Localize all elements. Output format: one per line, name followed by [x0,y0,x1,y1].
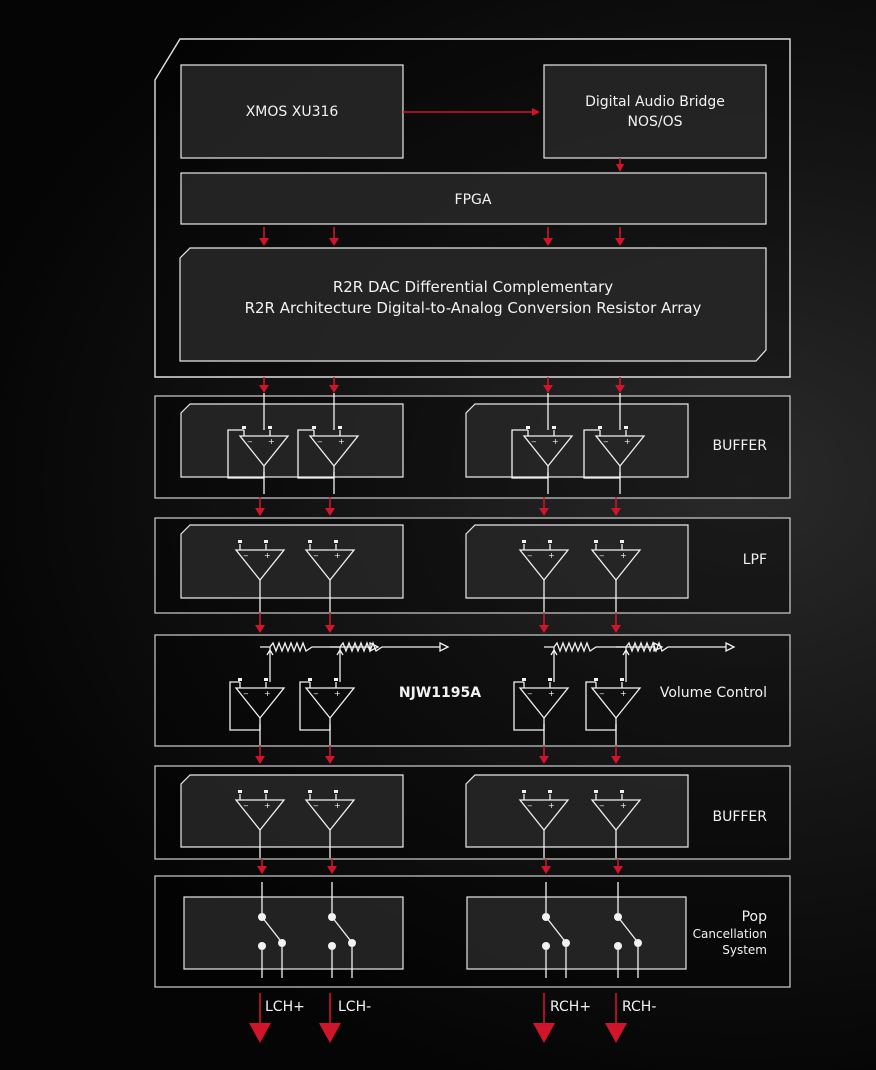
pop-switch-contact-b-rch-minus [634,939,642,947]
buffer2-to-pop-arrow-rch-minus-head [613,866,623,874]
buffer2-opamp-rch-plus-pin-minus-dot [522,790,526,793]
dac-to-buffer-arrow-rch-plus-head [543,385,553,393]
pop-stage-label-line1: Pop [741,909,767,925]
buffer2-opamp-rch-minus-pin-minus-dot [594,790,598,793]
buffer-opamp-lch-plus-plus-sign: + [268,437,275,446]
buffer2-stage-label: BUFFER [712,809,767,825]
dac-label-line2: R2R Architecture Digital-to-Analog Conversion Resistor Array [244,299,702,317]
buffer2-opamp-rch-minus-pin-plus-dot [620,790,624,793]
output-label-lch-plus: LCH+ [265,999,305,1015]
buffer2-opamp-lch-minus-pin-minus-dot [308,790,312,793]
output-arrow-head-rch-minus [605,1023,627,1043]
lpf-opamp-rch-plus-plus-sign: + [548,551,555,560]
buffer2-opamp-rch-minus-minus-sign: − [599,802,605,810]
lpf-opamp-lch-minus-pin-minus-dot [308,540,312,543]
dac-to-buffer-arrow-lch-minus-head [329,385,339,393]
volume-opamp-lch-plus-pin-plus-dot [264,678,268,681]
xmos-label: XMOS XU316 [245,104,339,120]
lpf-opamp-lch-minus-minus-sign: − [313,552,319,560]
lpf-to-volume-arrow-lch-plus-head [255,625,265,633]
lpf-stage-label: LPF [742,552,767,568]
buffer2-to-pop-arrow-rch-plus-head [541,866,551,874]
lpf-opamp-lch-plus-pin-plus-dot [264,540,268,543]
volume-chip-label: NJW1195A [398,685,482,701]
volume-stage-label: Volume Control [659,685,767,701]
pop-switch-contact-a-lch-minus [328,942,336,950]
buffer2-opamp-lch-minus-plus-sign: + [334,801,341,810]
buffer-opamp-rch-minus-plus-sign: + [624,437,631,446]
lpf-opamp-lch-minus-plus-sign: + [334,551,341,560]
pop-switch-contact-b-lch-minus [348,939,356,947]
lpf-opamp-rch-minus-plus-sign: + [620,551,627,560]
pop-left-box [184,897,403,969]
output-label-rch-minus: RCH- [622,999,657,1015]
buffer-to-lpf-arrow-lch-minus-head [325,508,335,516]
lpf-opamp-rch-plus-pin-minus-dot [522,540,526,543]
pop-switch-contact-a-rch-plus [542,942,550,950]
lpf-opamp-rch-minus-pin-plus-dot [620,540,624,543]
buffer2-right-box [466,775,688,847]
volume-to-buffer2-arrow-rch-plus-head [539,756,549,764]
buffer-opamp-rch-plus-pin-minus-dot [526,426,530,429]
fpga-label: FPGA [454,192,492,208]
volume-opamp-lch-plus-minus-sign: − [243,690,249,698]
lpf-opamp-rch-minus-pin-minus-dot [594,540,598,543]
buffer-opamp-lch-minus-pin-plus-dot [338,426,342,429]
output-arrow-head-lch-plus [249,1023,271,1043]
buffer-stage-label: BUFFER [712,438,767,454]
buffer2-opamp-lch-plus-minus-sign: − [243,802,249,810]
bridge-block [544,65,766,158]
volume-opamp-rch-plus-pin-plus-dot [548,678,552,681]
buffer2-opamp-rch-minus-plus-sign: + [620,801,627,810]
output-arrow-head-lch-minus [319,1023,341,1043]
volume-opamp-rch-plus-minus-sign: − [527,690,533,698]
volume-opamp-rch-plus-plus-sign: + [548,689,555,698]
lpf-opamp-lch-plus-minus-sign: − [243,552,249,560]
buffer2-opamp-lch-plus-plus-sign: + [264,801,271,810]
pop-stage-label-line3: System [722,943,767,957]
lpf-right-box [466,525,688,598]
buffer-opamp-rch-plus-plus-sign: + [552,437,559,446]
buffer2-opamp-lch-plus-pin-minus-dot [238,790,242,793]
volume-opamp-lch-plus-pin-minus-dot [238,678,242,681]
output-arrow-head-rch-plus [533,1023,555,1043]
buffer2-left-box [181,775,403,847]
volume-opamp-rch-minus-pin-plus-dot [620,678,624,681]
buffer-opamp-lch-minus-plus-sign: + [338,437,345,446]
volume-to-buffer2-arrow-lch-plus-head [255,756,265,764]
buffer2-opamp-rch-plus-minus-sign: − [527,802,533,810]
buffer2-to-pop-arrow-lch-minus-head [327,866,337,874]
volume-to-buffer2-arrow-rch-minus-head [611,756,621,764]
dac-to-buffer-arrow-rch-minus-head [615,385,625,393]
pop-stage-label-line2: Cancellation [692,927,767,941]
lpf-opamp-lch-plus-pin-minus-dot [238,540,242,543]
buffer-to-lpf-arrow-rch-plus-head [539,508,549,516]
output-label-rch-plus: RCH+ [550,999,592,1015]
dac-to-buffer-arrow-lch-plus-head [259,385,269,393]
buffer-opamp-lch-minus-pin-minus-dot [312,426,316,429]
volume-opamp-rch-plus-pin-minus-dot [522,678,526,681]
buffer2-opamp-lch-plus-pin-plus-dot [264,790,268,793]
lpf-left-box [181,525,403,598]
buffer-opamp-rch-minus-minus-sign: − [603,438,609,446]
buffer-opamp-lch-minus-minus-sign: − [317,438,323,446]
buffer-opamp-rch-minus-pin-minus-dot [598,426,602,429]
lpf-to-volume-arrow-rch-plus-head [539,625,549,633]
bridge-label-line1: Digital Audio Bridge [585,94,725,110]
volume-to-buffer2-arrow-lch-minus-head [325,756,335,764]
lpf-opamp-lch-plus-plus-sign: + [264,551,271,560]
lpf-to-volume-arrow-lch-minus-head [325,625,335,633]
buffer-opamp-lch-plus-minus-sign: − [247,438,253,446]
pop-switch-contact-a-rch-minus [614,942,622,950]
buffer-opamp-rch-plus-minus-sign: − [531,438,537,446]
buffer-opamp-lch-plus-pin-minus-dot [242,426,246,429]
volume-opamp-lch-minus-plus-sign: + [334,689,341,698]
buffer-left-box [181,404,403,477]
pop-switch-contact-b-lch-plus [278,939,286,947]
buffer-opamp-rch-plus-pin-plus-dot [552,426,556,429]
buffer2-opamp-rch-plus-plus-sign: + [548,801,555,810]
buffer-right-box [466,404,688,477]
pop-switch-contact-b-rch-plus [562,939,570,947]
pop-right-box [467,897,686,969]
buffer2-opamp-lch-minus-minus-sign: − [313,802,319,810]
lpf-opamp-rch-plus-minus-sign: − [527,552,533,560]
lpf-opamp-lch-minus-pin-plus-dot [334,540,338,543]
lpf-opamp-rch-minus-minus-sign: − [599,552,605,560]
lpf-to-volume-arrow-rch-minus-head [611,625,621,633]
buffer2-opamp-rch-plus-pin-plus-dot [548,790,552,793]
bridge-label-line2: NOS/OS [627,114,683,130]
volume-opamp-rch-minus-pin-minus-dot [594,678,598,681]
buffer2-opamp-lch-minus-pin-plus-dot [334,790,338,793]
volume-opamp-lch-minus-minus-sign: − [313,690,319,698]
buffer-to-lpf-arrow-lch-plus-head [255,508,265,516]
buffer-opamp-lch-plus-pin-plus-dot [268,426,272,429]
volume-opamp-rch-minus-minus-sign: − [599,690,605,698]
buffer2-to-pop-arrow-lch-plus-head [257,866,267,874]
volume-opamp-rch-minus-plus-sign: + [620,689,627,698]
volume-opamp-lch-minus-pin-plus-dot [334,678,338,681]
buffer-to-lpf-arrow-rch-minus-head [611,508,621,516]
output-label-lch-minus: LCH- [338,999,372,1015]
dac-label-line1: R2R DAC Differential Complementary [332,278,614,296]
lpf-opamp-rch-plus-pin-plus-dot [548,540,552,543]
volume-opamp-lch-plus-plus-sign: + [264,689,271,698]
volume-opamp-lch-minus-pin-minus-dot [308,678,312,681]
buffer-opamp-rch-minus-pin-plus-dot [624,426,628,429]
pop-switch-contact-a-lch-plus [258,942,266,950]
